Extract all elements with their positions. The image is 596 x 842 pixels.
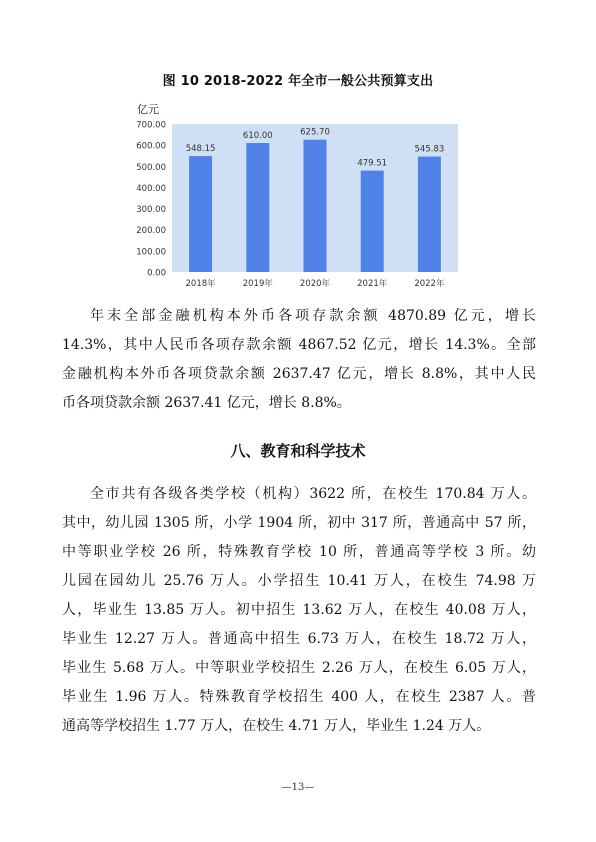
finance-paragraph-line: 金融机构本外币各项贷款余额 2637.47 亿元，增长 8.8%，其中人民 <box>62 366 536 382</box>
education-paragraph <box>62 480 536 741</box>
y-tick-label: 500.00 <box>136 162 166 173</box>
y-tick-label: 400.00 <box>136 183 166 194</box>
bar-value-label: 548.15 <box>185 144 216 155</box>
chart-unit-label: 亿元 <box>137 103 159 116</box>
bar-2020年 <box>304 140 327 272</box>
bar-value-label: 610.00 <box>242 131 273 142</box>
education-paragraph-line: 人，毕业生 13.85 万人。初中招生 13.62 万人，在校生 40.08 万人， <box>62 602 536 618</box>
x-tick-label: 2019年 <box>242 279 273 289</box>
x-tick-label: 2022年 <box>414 279 445 289</box>
x-tick-label: 2021年 <box>357 279 388 289</box>
y-tick-label: 600.00 <box>136 141 166 152</box>
bar-2022年 <box>418 157 441 272</box>
bar-value-label: 545.83 <box>414 144 445 155</box>
finance-paragraph <box>62 302 536 418</box>
education-paragraph-line: 通高等学校招生 1.77 万人，在校生 4.71 万人，毕业生 1.24 万人。 <box>62 718 491 734</box>
figure-title: 图 10 2018-2022 年全市一般公共预算支出 <box>162 74 434 89</box>
education-paragraph-line: 毕业生 12.27 万人。普通高中招生 6.73 万人，在校生 18.72 万人， <box>62 631 536 647</box>
y-tick-label: 700.00 <box>136 120 166 131</box>
bar-value-label: 479.51 <box>357 158 388 169</box>
y-tick-label: 200.00 <box>136 226 166 237</box>
finance-paragraph-line: 14.3%，其中人民币各项存款余额 4867.52 亿元，增长 14.3%。全部 <box>62 337 536 353</box>
x-tick-label: 2020年 <box>299 279 331 289</box>
budget-expenditure-chart <box>0 0 596 300</box>
y-tick-label: 300.00 <box>136 205 166 216</box>
education-paragraph-line: 全市共有各级各类学校（机构）3622 所，在校生 170.84 万人。 <box>90 486 536 502</box>
education-paragraph-line: 中等职业学校 26 所，特殊教育学校 10 所，普通高等学校 3 所。幼 <box>62 544 536 560</box>
finance-paragraph-line: 币各项贷款余额 2637.41 亿元，增长 8.8%。 <box>62 395 351 411</box>
x-axis-ticks <box>186 278 445 289</box>
page-number: —13— <box>281 782 315 793</box>
finance-paragraph-line: 年末全部金融机构本外币各项存款余额 4870.89 亿元，增长 <box>90 308 536 324</box>
education-paragraph-line: 其中，幼儿园 1305 所，小学 1904 所，初中 317 所，普通高中 57 所， <box>62 515 536 531</box>
education-paragraph-line: 毕业生 5.68 万人。中等职业学校招生 2.26 万人，在校生 6.05 万人， <box>62 660 536 676</box>
y-tick-label: 0.00 <box>147 268 166 279</box>
y-axis-ticks <box>136 121 166 279</box>
bar-value-label: 625.70 <box>300 127 330 138</box>
x-tick-label: 2018年 <box>185 279 216 289</box>
y-tick-label: 100.00 <box>136 247 166 258</box>
bar-2018年 <box>189 156 212 272</box>
education-paragraph-line: 毕业生 1.96 万人。特殊教育学校招生 400 人，在校生 2387 人。普 <box>62 689 536 705</box>
education-paragraph-line: 儿园在园幼儿 25.76 万人。小学招生 10.41 万人，在校生 74.98 万 <box>62 573 536 589</box>
section-heading: 八、教育和科学技术 <box>230 442 366 460</box>
bar-2019年 <box>246 143 269 272</box>
bar-2021年 <box>361 171 384 272</box>
